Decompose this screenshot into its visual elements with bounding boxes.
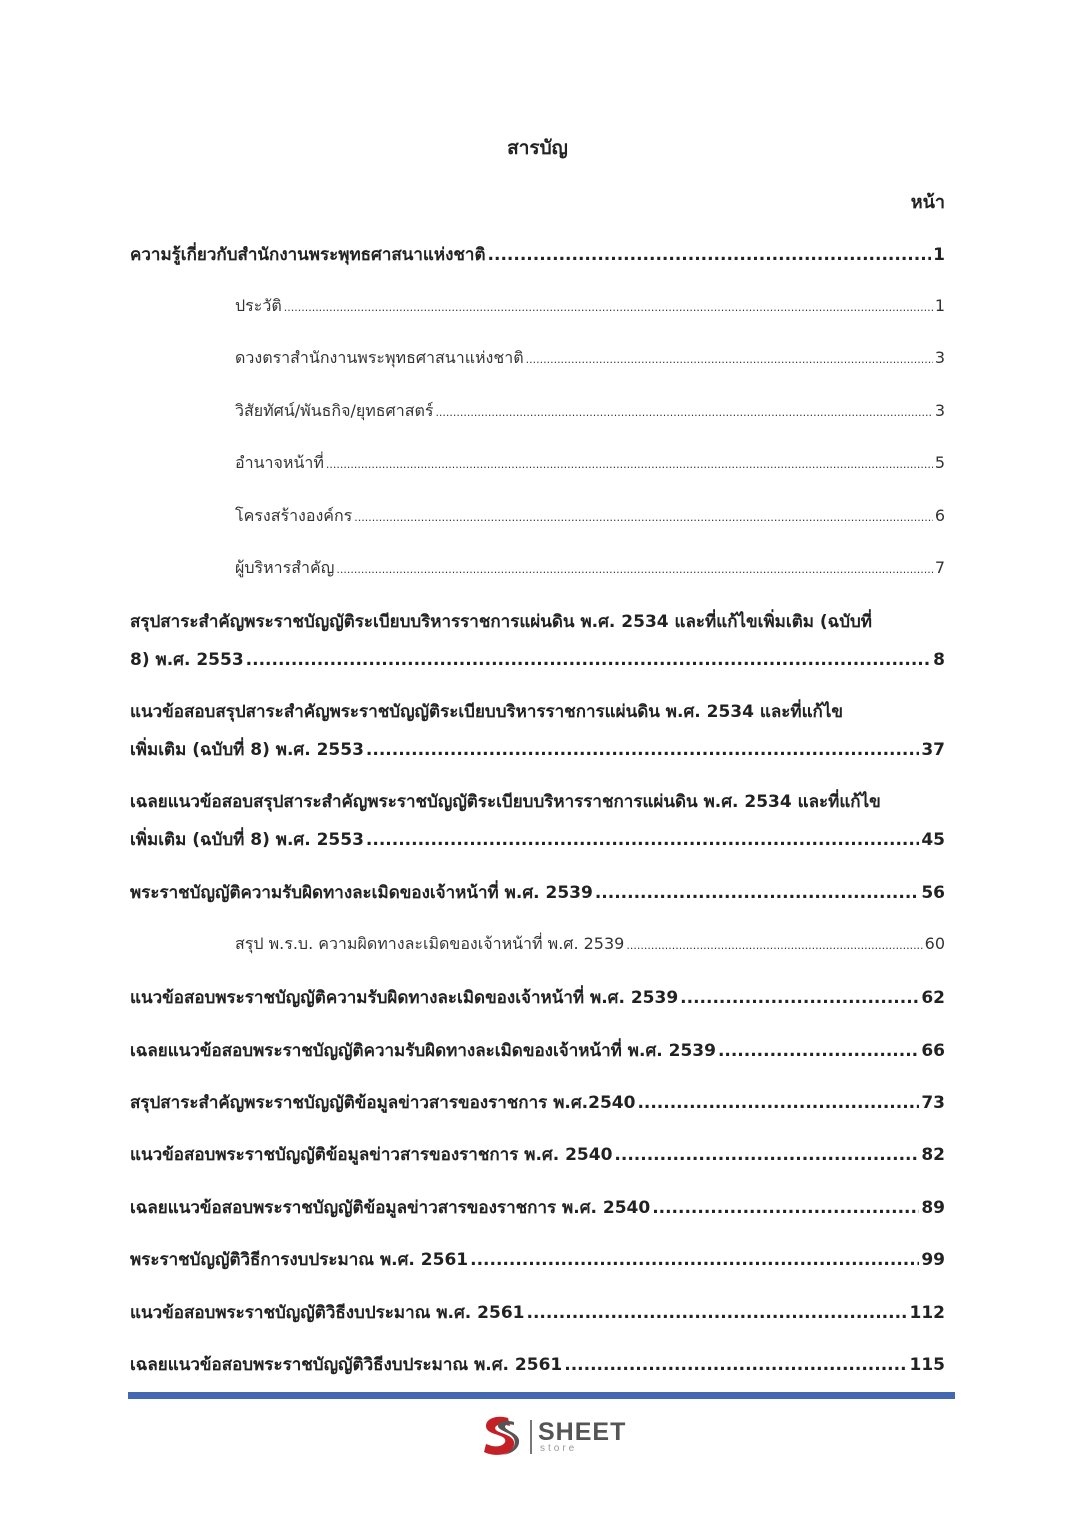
page-column-header: หน้า [910, 192, 945, 213]
toc-entry[interactable]: เฉลยแนวข้อสอบพระราชบัญญัติความรับผิดทางละเมิดของเจ้าหน้าที่ พ.ศ. 2539 ..... 66 [130, 1037, 945, 1064]
toc-page-number: 115 [909, 1355, 945, 1375]
footer-rule [128, 1392, 955, 1399]
toc-sub-entry[interactable]: วิสัยทัศน์/พันธกิจ/ยุทธศาสตร์ ..... 3 [235, 399, 945, 424]
toc-page-number: 1 [933, 245, 945, 265]
toc-entry[interactable]: ความรู้เกี่ยวกับสำนักงานพระพุทธศาสนาแห่งชาติ ..... 1 [130, 241, 945, 268]
toc-sub-entry[interactable]: ผู้บริหารสำคัญ ..... 7 [235, 556, 945, 581]
toc-page-number: 56 [921, 883, 945, 903]
toc-entry-first-line[interactable]: แนวข้อสอบสรุปสาระสำคัญพระราชบัญญัติระเบียบบริหารราชการแผ่นดิน พ.ศ. 2534 และที่แก้ไข [130, 702, 843, 722]
toc-page-number: 99 [921, 1250, 945, 1270]
toc-entry[interactable]: สรุปสาระสำคัญพระราชบัญญัติข้อมูลข่าวสารของราชการ พ.ศ.2540 ..... 73 [130, 1089, 945, 1116]
toc-page-number: 37 [921, 740, 945, 760]
toc-entry[interactable]: พระราชบัญญัติความรับผิดทางละเมิดของเจ้าหน้าที่ พ.ศ. 2539 ..... 56 [130, 879, 945, 906]
toc-page-number: 89 [921, 1198, 945, 1218]
logo-separator [530, 1420, 532, 1454]
toc-sub-entry[interactable]: ดวงตราสำนักงานพระพุทธศาสนาแห่งชาติ ..... 3 [235, 346, 945, 371]
toc-page-number: 7 [934, 558, 945, 577]
sheet-store-logo [478, 1412, 628, 1460]
toc-sub-entry[interactable]: อำนาจหน้าที่ ..... 5 [235, 451, 945, 476]
toc-entry[interactable]: แนวข้อสอบพระราชบัญญัติวิธีงบประมาณ พ.ศ. 2561 ..... 112 [130, 1299, 945, 1326]
toc-page-number: 8 [933, 650, 945, 670]
toc-entry[interactable]: แนวข้อสอบพระราชบัญญัติความรับผิดทางละเมิดของเจ้าหน้าที่ พ.ศ. 2539 ..... 62 [130, 984, 945, 1011]
toc-sub-entry[interactable]: ประวัติ ..... 1 [235, 294, 945, 319]
toc-entry[interactable]: พระราชบัญญัติวิธีการงบประมาณ พ.ศ. 2561 ..... 99 [130, 1246, 945, 1273]
toc-page-number: 82 [921, 1145, 945, 1165]
toc-page-number: 73 [921, 1093, 945, 1113]
toc-entry[interactable]: แนวข้อสอบพระราชบัญญัติข้อมูลข่าวสารของราชการ พ.ศ. 2540 ..... 82 [130, 1141, 945, 1168]
toc-page-number: 1 [934, 296, 945, 315]
sheet-store-s-icon [478, 1414, 524, 1458]
logo-wordmark: SHEET [538, 1418, 627, 1446]
toc-entry-first-line[interactable]: เฉลยแนวข้อสอบสรุปสาระสำคัญพระราชบัญญัติระเบียบบริหารราชการแผ่นดิน พ.ศ. 2534 และที่แก้ไข [130, 792, 881, 812]
toc-sub-entry[interactable]: สรุป พ.ร.บ. ความผิดทางละเมิดของเจ้าหน้าที่ พ.ศ. 2539 ..... 60 [235, 932, 945, 957]
toc-page-number: 112 [909, 1303, 945, 1323]
toc-entry[interactable]: เพิ่มเติม (ฉบับที่ 8) พ.ศ. 2553 ..... 45 [130, 826, 945, 853]
toc-entry[interactable]: เพิ่มเติม (ฉบับที่ 8) พ.ศ. 2553 ..... 37 [130, 736, 945, 763]
toc-page-number: 6 [934, 506, 945, 525]
toc-page-number: 62 [921, 988, 945, 1008]
logo-subtext: store [540, 1443, 578, 1454]
toc-entry[interactable]: เฉลยแนวข้อสอบพระราชบัญญัติข้อมูลข่าวสารของราชการ พ.ศ. 2540 ..... 89 [130, 1194, 945, 1221]
toc-page-number: 66 [921, 1041, 945, 1061]
toc-entry[interactable]: 8) พ.ศ. 2553 ..... 8 [130, 646, 945, 673]
toc-page-number: 3 [934, 401, 945, 420]
toc-page-number: 60 [924, 934, 945, 953]
toc-entry-first-line[interactable]: สรุปสาระสำคัญพระราชบัญญัติระเบียบบริหารราชการแผ่นดิน พ.ศ. 2534 และที่แก้ไขเพิ่มเติม (ฉบับที่ [130, 612, 872, 632]
toc-sub-entry[interactable]: โครงสร้างองค์กร ..... 6 [235, 504, 945, 529]
toc-page-number: 5 [934, 453, 945, 472]
toc-page-number: 45 [921, 830, 945, 850]
toc-entry[interactable]: เฉลยแนวข้อสอบพระราชบัญญัติวิธีงบประมาณ พ.ศ. 2561 ..... 115 [130, 1351, 945, 1378]
page-title: สารบัญ [507, 137, 568, 159]
toc-page-number: 3 [934, 348, 945, 367]
